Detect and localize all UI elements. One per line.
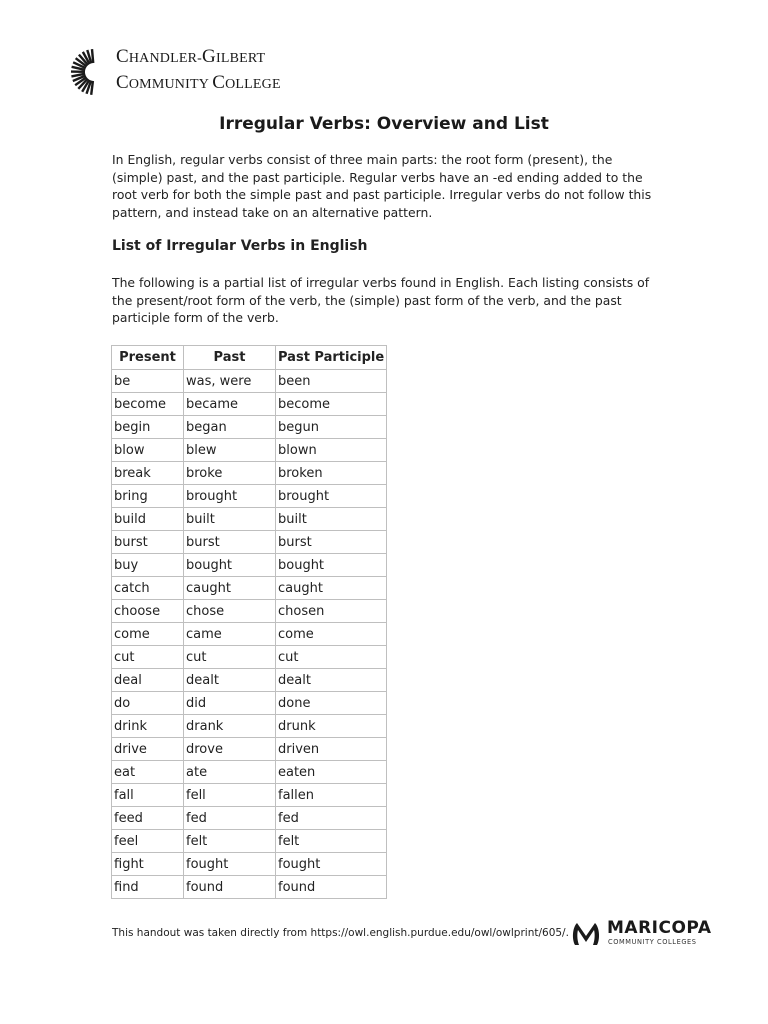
present-cell: break — [112, 462, 184, 485]
past-cell: did — [184, 692, 276, 715]
present-cell: find — [112, 876, 184, 899]
logo-ray — [91, 81, 93, 95]
past-cell: broke — [184, 462, 276, 485]
present-cell: build — [112, 508, 184, 531]
maricopa-name: MARICOPA — [607, 918, 712, 938]
past-participle-cell: broken — [276, 462, 387, 485]
present-cell: drink — [112, 715, 184, 738]
past-cell: cut — [184, 646, 276, 669]
present-cell: begin — [112, 416, 184, 439]
past-participle-cell: driven — [276, 738, 387, 761]
table-row — [112, 370, 387, 393]
present-cell: blow — [112, 439, 184, 462]
table-row — [112, 623, 387, 646]
past-participle-cell: cut — [276, 646, 387, 669]
past-cell: chose — [184, 600, 276, 623]
present-cell: burst — [112, 531, 184, 554]
table-row — [112, 554, 387, 577]
present-cell: buy — [112, 554, 184, 577]
table-row — [112, 416, 387, 439]
past-cell: became — [184, 393, 276, 416]
present-cell: be — [112, 370, 184, 393]
logo-ray — [92, 49, 93, 63]
past-cell: bought — [184, 554, 276, 577]
present-cell: deal — [112, 669, 184, 692]
table-row — [112, 646, 387, 669]
college-name-line2: COMMUNITY COLLEGE — [116, 72, 281, 93]
present-cell: eat — [112, 761, 184, 784]
past-cell: ate — [184, 761, 276, 784]
present-cell: feel — [112, 830, 184, 853]
table-body — [112, 370, 387, 899]
irregular-verbs-table — [111, 345, 387, 899]
header-past: Past — [184, 346, 276, 370]
past-participle-cell: been — [276, 370, 387, 393]
past-participle-cell: dealt — [276, 669, 387, 692]
table-row — [112, 761, 387, 784]
past-cell: caught — [184, 577, 276, 600]
past-cell: fought — [184, 853, 276, 876]
past-participle-cell: begun — [276, 416, 387, 439]
maricopa-m-logo-icon — [571, 918, 601, 950]
intro-paragraph: In English, regular verbs consist of three main parts: the root form (present), the (simple) past, and the past participle. Regular verbs have an -ed ending added to the root verb for both the simple past and past participle. Irregular verbs do not follow this pattern, and instead take on an alternative pattern. — [112, 152, 652, 220]
table-row — [112, 485, 387, 508]
present-cell: fall — [112, 784, 184, 807]
present-cell: drive — [112, 738, 184, 761]
header-past-participle: Past Participle — [276, 346, 387, 370]
past-participle-cell: become — [276, 393, 387, 416]
past-participle-cell: fallen — [276, 784, 387, 807]
table-row — [112, 830, 387, 853]
past-cell: drank — [184, 715, 276, 738]
past-participle-cell: burst — [276, 531, 387, 554]
past-participle-cell: built — [276, 508, 387, 531]
table-row — [112, 600, 387, 623]
past-participle-cell: done — [276, 692, 387, 715]
table-row — [112, 876, 387, 899]
present-cell: cut — [112, 646, 184, 669]
past-participle-cell: come — [276, 623, 387, 646]
past-participle-cell: brought — [276, 485, 387, 508]
past-participle-cell: blown — [276, 439, 387, 462]
table-row — [112, 393, 387, 416]
past-participle-cell: felt — [276, 830, 387, 853]
present-cell: fight — [112, 853, 184, 876]
past-participle-cell: caught — [276, 577, 387, 600]
present-cell: become — [112, 393, 184, 416]
college-logo — [66, 44, 296, 100]
past-participle-cell: drunk — [276, 715, 387, 738]
past-cell: built — [184, 508, 276, 531]
past-cell: found — [184, 876, 276, 899]
table-row — [112, 508, 387, 531]
present-cell: do — [112, 692, 184, 715]
college-name-line1: CHANDLER-GILBERT — [116, 46, 266, 67]
table-row — [112, 738, 387, 761]
table-header-row — [112, 346, 387, 370]
sunburst-arc-logo-icon — [66, 46, 116, 96]
table-row — [112, 784, 387, 807]
table-row — [112, 669, 387, 692]
maricopa-subtitle: COMMUNITY COLLEGES — [608, 938, 697, 946]
past-participle-cell: chosen — [276, 600, 387, 623]
past-cell: felt — [184, 830, 276, 853]
past-participle-cell: fought — [276, 853, 387, 876]
past-cell: came — [184, 623, 276, 646]
past-cell: was, were — [184, 370, 276, 393]
section-heading: List of Irregular Verbs in English — [112, 238, 368, 254]
present-cell: feed — [112, 807, 184, 830]
past-cell: brought — [184, 485, 276, 508]
past-participle-cell: fed — [276, 807, 387, 830]
table-row — [112, 853, 387, 876]
table-row — [112, 531, 387, 554]
table-row — [112, 462, 387, 485]
header-present: Present — [112, 346, 184, 370]
past-cell: dealt — [184, 669, 276, 692]
table-row — [112, 807, 387, 830]
past-cell: began — [184, 416, 276, 439]
lead-paragraph: The following is a partial list of irregular verbs found in English. Each listing consists of the present/root form of the verb, the (simple) past form of the verb, and the past participle form of the verb. — [112, 275, 650, 325]
present-cell: catch — [112, 577, 184, 600]
table-row — [112, 439, 387, 462]
table-row — [112, 577, 387, 600]
past-participle-cell: bought — [276, 554, 387, 577]
past-cell: burst — [184, 531, 276, 554]
table-row — [112, 715, 387, 738]
past-participle-cell: eaten — [276, 761, 387, 784]
past-participle-cell: found — [276, 876, 387, 899]
past-cell: blew — [184, 439, 276, 462]
past-cell: fed — [184, 807, 276, 830]
document-title: Irregular Verbs: Overview and List — [219, 114, 549, 134]
past-cell: fell — [184, 784, 276, 807]
past-cell: drove — [184, 738, 276, 761]
present-cell: choose — [112, 600, 184, 623]
present-cell: bring — [112, 485, 184, 508]
maricopa-logo — [571, 917, 711, 951]
source-note: This handout was taken directly from https://owl.english.purdue.edu/owl/owlprint/605/. — [112, 927, 569, 939]
table-row — [112, 692, 387, 715]
present-cell: come — [112, 623, 184, 646]
